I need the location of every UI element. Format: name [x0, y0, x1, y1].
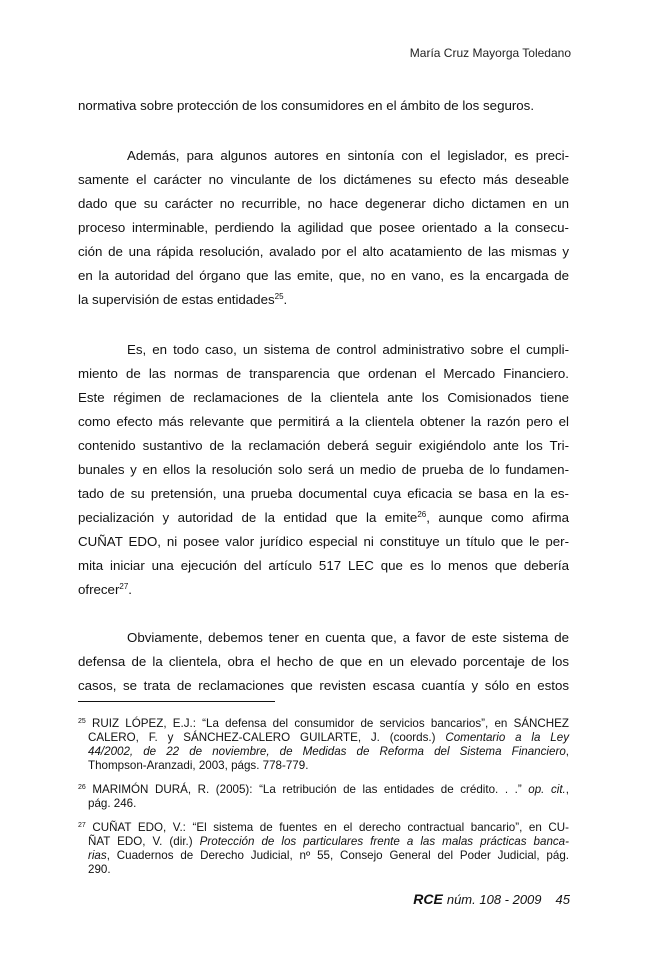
body-line: pecialización y autoridad de la entidad que la emite$^{26}$, aunque como afirma	[78, 510, 569, 525]
footnote-ref-27[interactable]: 27	[119, 582, 129, 591]
footnote-27-line: rias, Cuadernos de Derecho Judicial, nº 55, Consejo General del Poder Judicial, pág.	[88, 849, 569, 862]
body-line: Este régimen de reclamaciones de la clientela ante los Comisionados tiene	[78, 390, 569, 405]
body-line: Obviamente, debemos tener en cuenta que, a favor de este sistema de	[127, 630, 569, 645]
body-line: ción de una rápida resolución, avalado por el alto acatamiento de las mismas y	[78, 244, 569, 259]
footnote-27-line: 290.	[88, 863, 111, 876]
body-line: bunales y en ellos la resolución solo será un medio de prueba de lo fundamen-	[78, 462, 569, 477]
journal-name: RCE	[413, 891, 443, 907]
page-footer	[413, 891, 570, 907]
footnote-25-line: CALERO, F. y SÁNCHEZ-CALERO GUILARTE, J. (coords.) Comentario a la Ley	[88, 731, 569, 744]
footnote-25-line: Thompson-Aranzadi, 2003, págs. 778-779.	[88, 759, 309, 772]
body-line: samente el carácter no vinculante de los dictámenes su efecto más deseable	[78, 172, 569, 187]
body-line: defensa de la clientela, obra el hecho de que en un elevado porcentaje de los	[78, 654, 569, 669]
body-line: proceso interminable, perdiendo la agilidad que posee orientado a la consecu-	[78, 220, 569, 235]
body-line: Es, en todo caso, un sistema de control administrativo sobre el cumpli-	[127, 342, 569, 357]
footnote-26: $^{26}$ MARIMÓN DURÁ, R. (2005): “La retribución de las entidades de crédito. . .” op. cit.,	[78, 783, 569, 796]
footnote-27: $^{27}$ CUÑAT EDO, V.: “El sistema de fuentes en el derecho contractual bancario”, en CU-	[78, 821, 569, 834]
footnote-ref-26[interactable]: 26	[417, 510, 427, 519]
body-line: miento de las normas de transparencia que ordenan el Mercado Financiero.	[78, 366, 569, 381]
body-line: mita iniciar una ejecución del artículo 517 LEC que es lo menos que debería	[78, 558, 569, 573]
footnote-26-line: pág. 246.	[88, 797, 137, 810]
body-line: normativa sobre protección de los consumidores en el ámbito de los seguros.	[78, 98, 535, 113]
footnote-25: $^{25}$ RUIZ LÓPEZ, E.J.: “La defensa del consumidor de servicios bancarios”, en SÁNCHEZ	[78, 717, 569, 730]
body-line: CUÑAT EDO, ni posee valor jurídico especial ni constituye un título que le per-	[78, 534, 569, 549]
body-line: casos, se trata de reclamaciones que revisten escasa cuantía y sólo en estos	[78, 678, 569, 693]
page-number: 45	[555, 892, 570, 907]
body-line: como efecto más relevante que permitirá a la clientela obtener la razón pero el	[78, 414, 569, 429]
body-line: la supervisión de estas entidades$^{25}$.	[78, 292, 288, 307]
footnote-25-line: 44/2002, de 22 de noviembre, de Medidas de Reforma del Sistema Financiero,	[88, 745, 569, 758]
body-line: contenido sustantivo de la reclamación deberá seguir exigiéndolo ante los Tri-	[78, 438, 569, 453]
body-line: ofrecer$^{27}$.	[78, 582, 132, 597]
body-line: dado que su carácter no recurrible, no hace degenerar dicho dictamen en un	[78, 196, 569, 211]
body-line: Además, para algunos autores en sintonía con el legislador, es preci-	[127, 148, 569, 163]
body-line: tado de su pretensión, una prueba documental cuya eficacia se basa en la es-	[78, 486, 569, 501]
running-header: María Cruz Mayorga Toledano	[409, 46, 571, 60]
footnote-separator	[78, 701, 275, 702]
body-line: en la autoridad del órgano que las emite, que, no en vano, es la encargada de	[78, 268, 569, 283]
footnote-27-line: ÑAT EDO, V. (dir.) Protección de los particulares frente a las malas prácticas banca-	[88, 835, 569, 848]
footnote-ref-25[interactable]: 25	[274, 292, 284, 301]
issue-info: núm. 108 - 2009	[446, 892, 542, 907]
